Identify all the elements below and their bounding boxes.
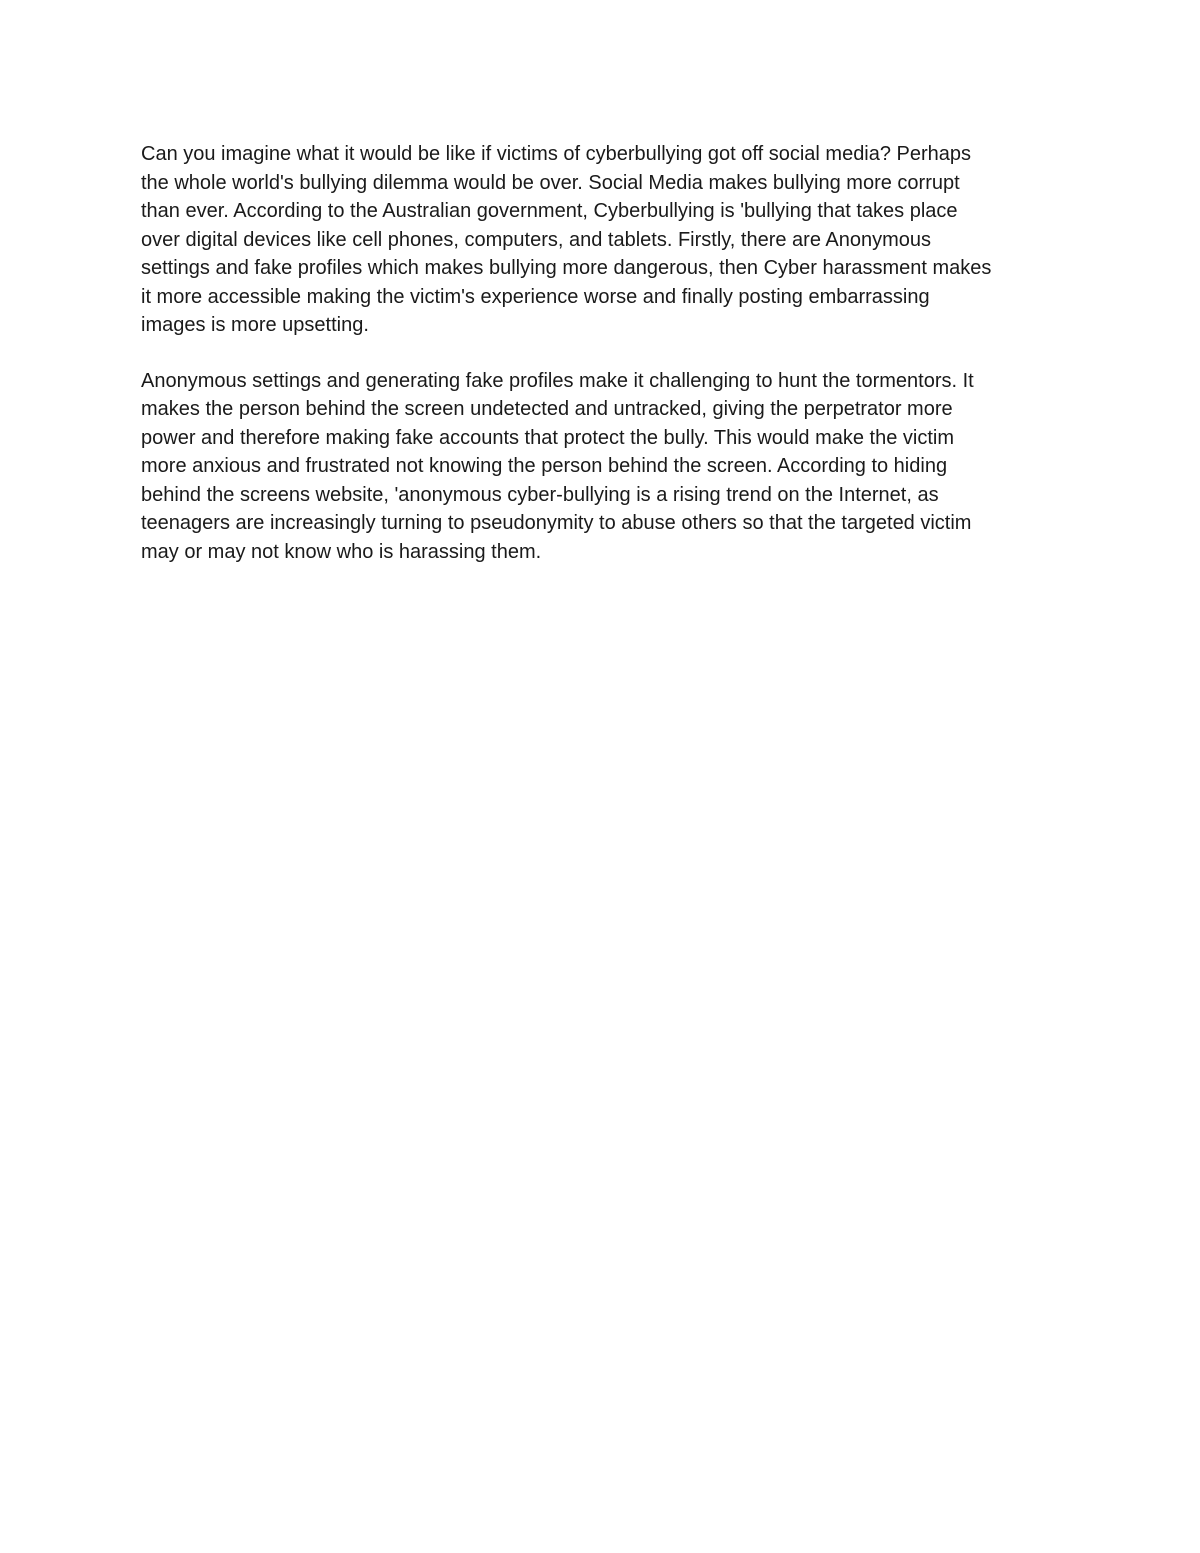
text-line: more anxious and frustrated not knowing the person behind the screen. According to hiding xyxy=(141,455,948,477)
text-line: over digital devices like cell phones, computers, and tablets. Firstly, there are Anonymous xyxy=(141,228,932,251)
paragraph-anonymous-settings xyxy=(141,367,1071,567)
document-body xyxy=(141,140,1071,566)
text-line: Can you imagine what it would be like if victims of cyberbullying got off social media? Perhaps xyxy=(141,143,972,165)
text-line: teenagers are increasingly turning to pseudonymity to abuse others so that the targeted victim xyxy=(141,512,972,534)
text-line: may or may not know who is harassing them. xyxy=(141,540,542,563)
text-line: it more accessible making the victim's experience worse and finally posting embarrassing xyxy=(141,285,930,308)
text-line: makes the person behind the screen undetected and untracked, giving the perpetrator more xyxy=(141,398,953,420)
text-line: the whole world's bullying dilemma would be over. Social Media makes bullying more corrupt xyxy=(141,171,960,194)
text-line: settings and fake profiles which makes bullying more dangerous, then Cyber harassment makes xyxy=(141,257,992,279)
paragraph-introduction xyxy=(141,140,1071,340)
text-line: images is more upsetting. xyxy=(141,314,369,336)
text-line: power and therefore making fake accounts that protect the bully. This would make the victim xyxy=(141,426,955,449)
text-line: Anonymous settings and generating fake profiles make it challenging to hunt the tormentors. It xyxy=(141,369,974,392)
text-line: behind the screens website, 'anonymous cyber-bullying is a rising trend on the Internet, as xyxy=(141,483,939,506)
text-line: than ever. According to the Australian government, Cyberbullying is 'bullying that takes place xyxy=(141,200,958,222)
